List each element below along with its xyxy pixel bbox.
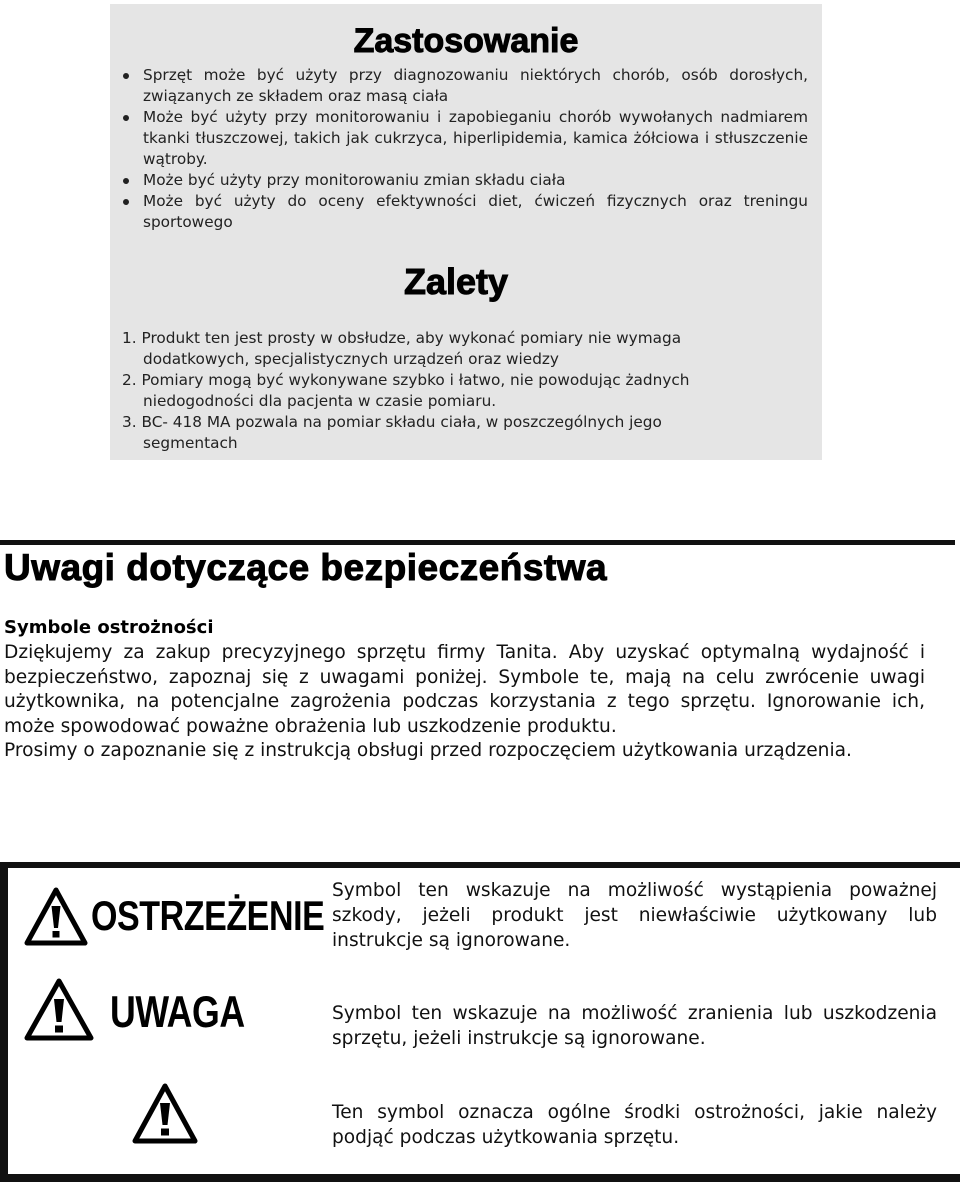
bullet-icon: [123, 199, 129, 205]
usage-list: [143, 65, 808, 233]
warning-triangle-icon: [24, 887, 88, 947]
table-top-border: [0, 862, 960, 868]
symbol-word-warning: OSTRZEŻENIE: [91, 893, 325, 940]
advantage-item: [122, 412, 808, 454]
advantage-item: [122, 370, 808, 412]
caution-triangle-icon: [24, 978, 94, 1042]
symbol-description: Symbol ten wskazuje na możliwość wystąpienia poważnej szkody, jeżeli produkt jest niewłaściwie użytkowany lub instrukcje są ignorowane.: [332, 880, 937, 951]
safety-paragraph: Dziękujemy za zakup precyzyjnego sprzętu firmy Tanita. Aby uzyskać optymalną wydajność i bezpieczeństwo, zapoznaj się z uwagami poniżej. Symbole te, mają na celu zwrócenie uwagi użytkownika, na potencjalne zagrożenia podczas korzystania z tego sprzętu. Ignorowanie ich, może spowodować poważne obrażenia lub uszkodzenie produktu.: [4, 642, 925, 737]
usage-item: Sprzęt może być użyty przy diagnozowaniu niektórych chorób, osób dorosłych, związanych ze składem oraz masą ciała: [143, 65, 808, 107]
advantage-item: [122, 328, 808, 370]
safety-body: [4, 641, 925, 764]
section-divider: [0, 540, 955, 545]
advantage-text-first: Produkt ten jest prosty w obsłudze, aby wykonać pomiary nie wymaga: [141, 329, 682, 347]
advantage-number: 2.: [122, 371, 137, 389]
advantages-heading: Zalety: [403, 261, 509, 302]
advantage-text-rest: dodatkowych, specjalistycznych urządzeń oraz wiedzy: [143, 350, 559, 368]
bullet-icon: [123, 178, 129, 184]
usage-item: Może być użyty przy monitorowaniu zmian składu ciała: [143, 170, 808, 191]
symbol-word-caution: UWAGA: [110, 987, 245, 1037]
advantage-text-rest: segmentach: [143, 434, 238, 452]
bullet-icon: [123, 115, 129, 121]
safety-heading: Uwagi dotyczące bezpieczeństwa: [4, 547, 608, 588]
advantage-number: 1.: [122, 329, 137, 347]
usage-heading: Zastosowanie: [353, 22, 579, 60]
bullet-icon: [123, 73, 129, 79]
usage-item: Może być użyty przy monitorowaniu i zapobieganiu chorób wywołanych nadmiarem tkanki tłuszczowej, takich jak cukrzyca, hiperlipidemia, kamica żółciowa i stłuszczenie wątroby.: [143, 107, 808, 170]
general-caution-triangle-icon: [132, 1083, 198, 1145]
caution-symbols-subheading: Symbole ostrożności: [4, 617, 214, 638]
advantage-text-first: BC- 418 MA pozwala na pomiar składu ciała, w poszczególnych jego: [141, 413, 662, 431]
advantage-number: 3.: [122, 413, 137, 431]
symbol-description: Ten symbol oznacza ogólne środki ostrożności, jakie należy podjąć podczas użytkowania sprzętu.: [332, 1102, 937, 1148]
safety-paragraph: Prosimy o zapoznanie się z instrukcją obsługi przed rozpoczęciem użytkowania urządzenia.: [4, 740, 852, 762]
table-left-border: [0, 862, 8, 1182]
table-bottom-border: [0, 1174, 960, 1182]
advantage-text-rest: niedogodności dla pacjenta w czasie pomiaru.: [143, 392, 497, 410]
symbol-description: Symbol ten wskazuje na możliwość zranienia lub uszkodzenia sprzętu, jeżeli instrukcje są ignorowane.: [332, 1003, 937, 1049]
usage-advantages-box: [110, 4, 822, 460]
advantage-text-first: Pomiary mogą być wykonywane szybko i łatwo, nie powodując żadnych: [141, 371, 690, 389]
usage-item: Może być użyty do oceny efektywności diet, ćwiczeń fizycznych oraz treningu sportowego: [143, 191, 808, 233]
advantages-list: [122, 328, 808, 454]
